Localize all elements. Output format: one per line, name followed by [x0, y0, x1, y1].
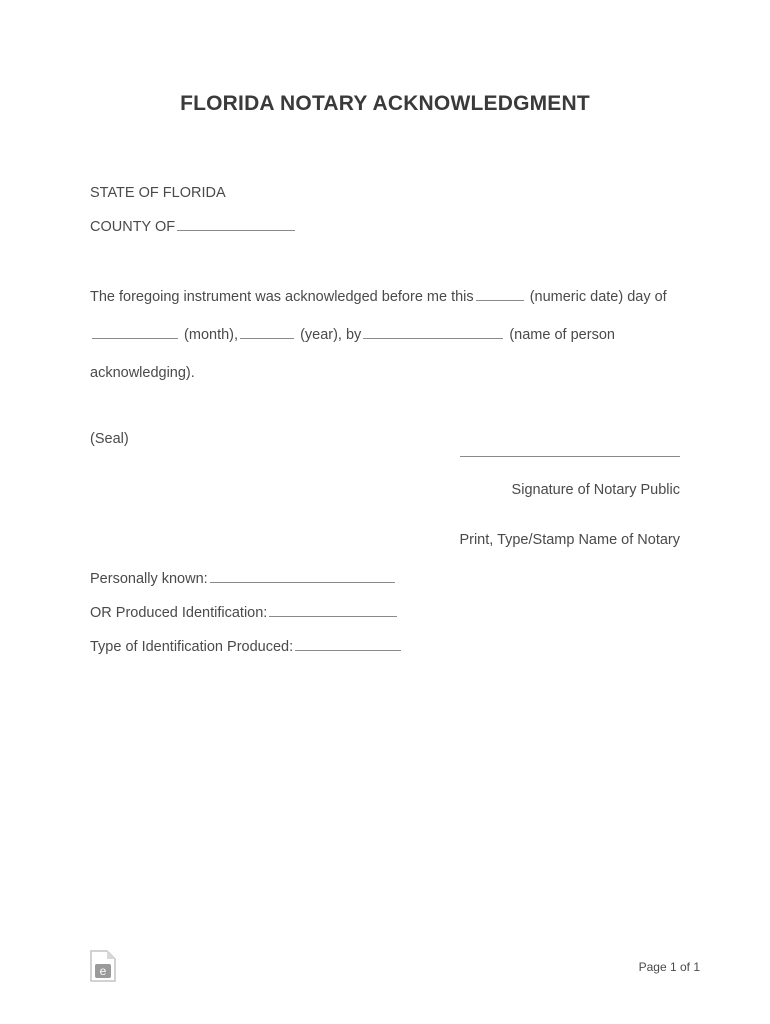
page-title: FLORIDA NOTARY ACKNOWLEDGMENT — [180, 92, 590, 115]
produced-identification-blank[interactable] — [269, 603, 397, 617]
county-line — [90, 210, 680, 244]
year-blank[interactable] — [240, 325, 294, 339]
page-number: Page 1 of 1 — [638, 960, 700, 974]
document-body — [90, 176, 680, 456]
ack-part5: (year), by — [300, 327, 362, 343]
personally-known-row — [90, 562, 403, 596]
logo-letter: e — [99, 964, 107, 978]
personally-known-blank[interactable] — [210, 569, 395, 583]
type-identification-row — [90, 630, 403, 664]
county-blank[interactable] — [177, 217, 295, 231]
ack-part3: date) day of — [590, 289, 667, 305]
signature-block — [430, 455, 680, 557]
ack-part1: The foregoing instrument was acknowledged before me this — [90, 289, 474, 305]
print-name-caption: Print, Type/Stamp Name of Notary — [459, 532, 680, 548]
month-blank[interactable] — [92, 325, 178, 339]
personally-known-label: Personally known: — [90, 571, 208, 587]
ack-part7: of person acknowledging). — [90, 327, 615, 381]
ack-part2: (numeric — [529, 289, 587, 305]
signature-line[interactable] — [460, 455, 680, 457]
signature-caption: Signature of Notary Public — [511, 482, 680, 498]
type-identification-blank[interactable] — [295, 637, 401, 651]
produced-identification-row — [90, 596, 403, 630]
seal-label: (Seal) — [90, 431, 129, 447]
numeric-date-blank[interactable] — [476, 287, 524, 301]
identification-block — [90, 562, 403, 664]
person-name-blank[interactable] — [363, 325, 503, 339]
produced-identification-label: OR Produced Identification: — [90, 605, 268, 621]
state-line: STATE OF FLORIDA — [90, 185, 226, 201]
ack-part6: (name — [509, 327, 551, 343]
ack-part4: (month), — [184, 327, 239, 343]
acknowledgment-paragraph — [90, 278, 682, 392]
county-label: COUNTY OF — [90, 219, 176, 235]
type-identification-label: Type of Identification Produced: — [90, 639, 294, 655]
eforms-logo-icon — [90, 950, 116, 982]
